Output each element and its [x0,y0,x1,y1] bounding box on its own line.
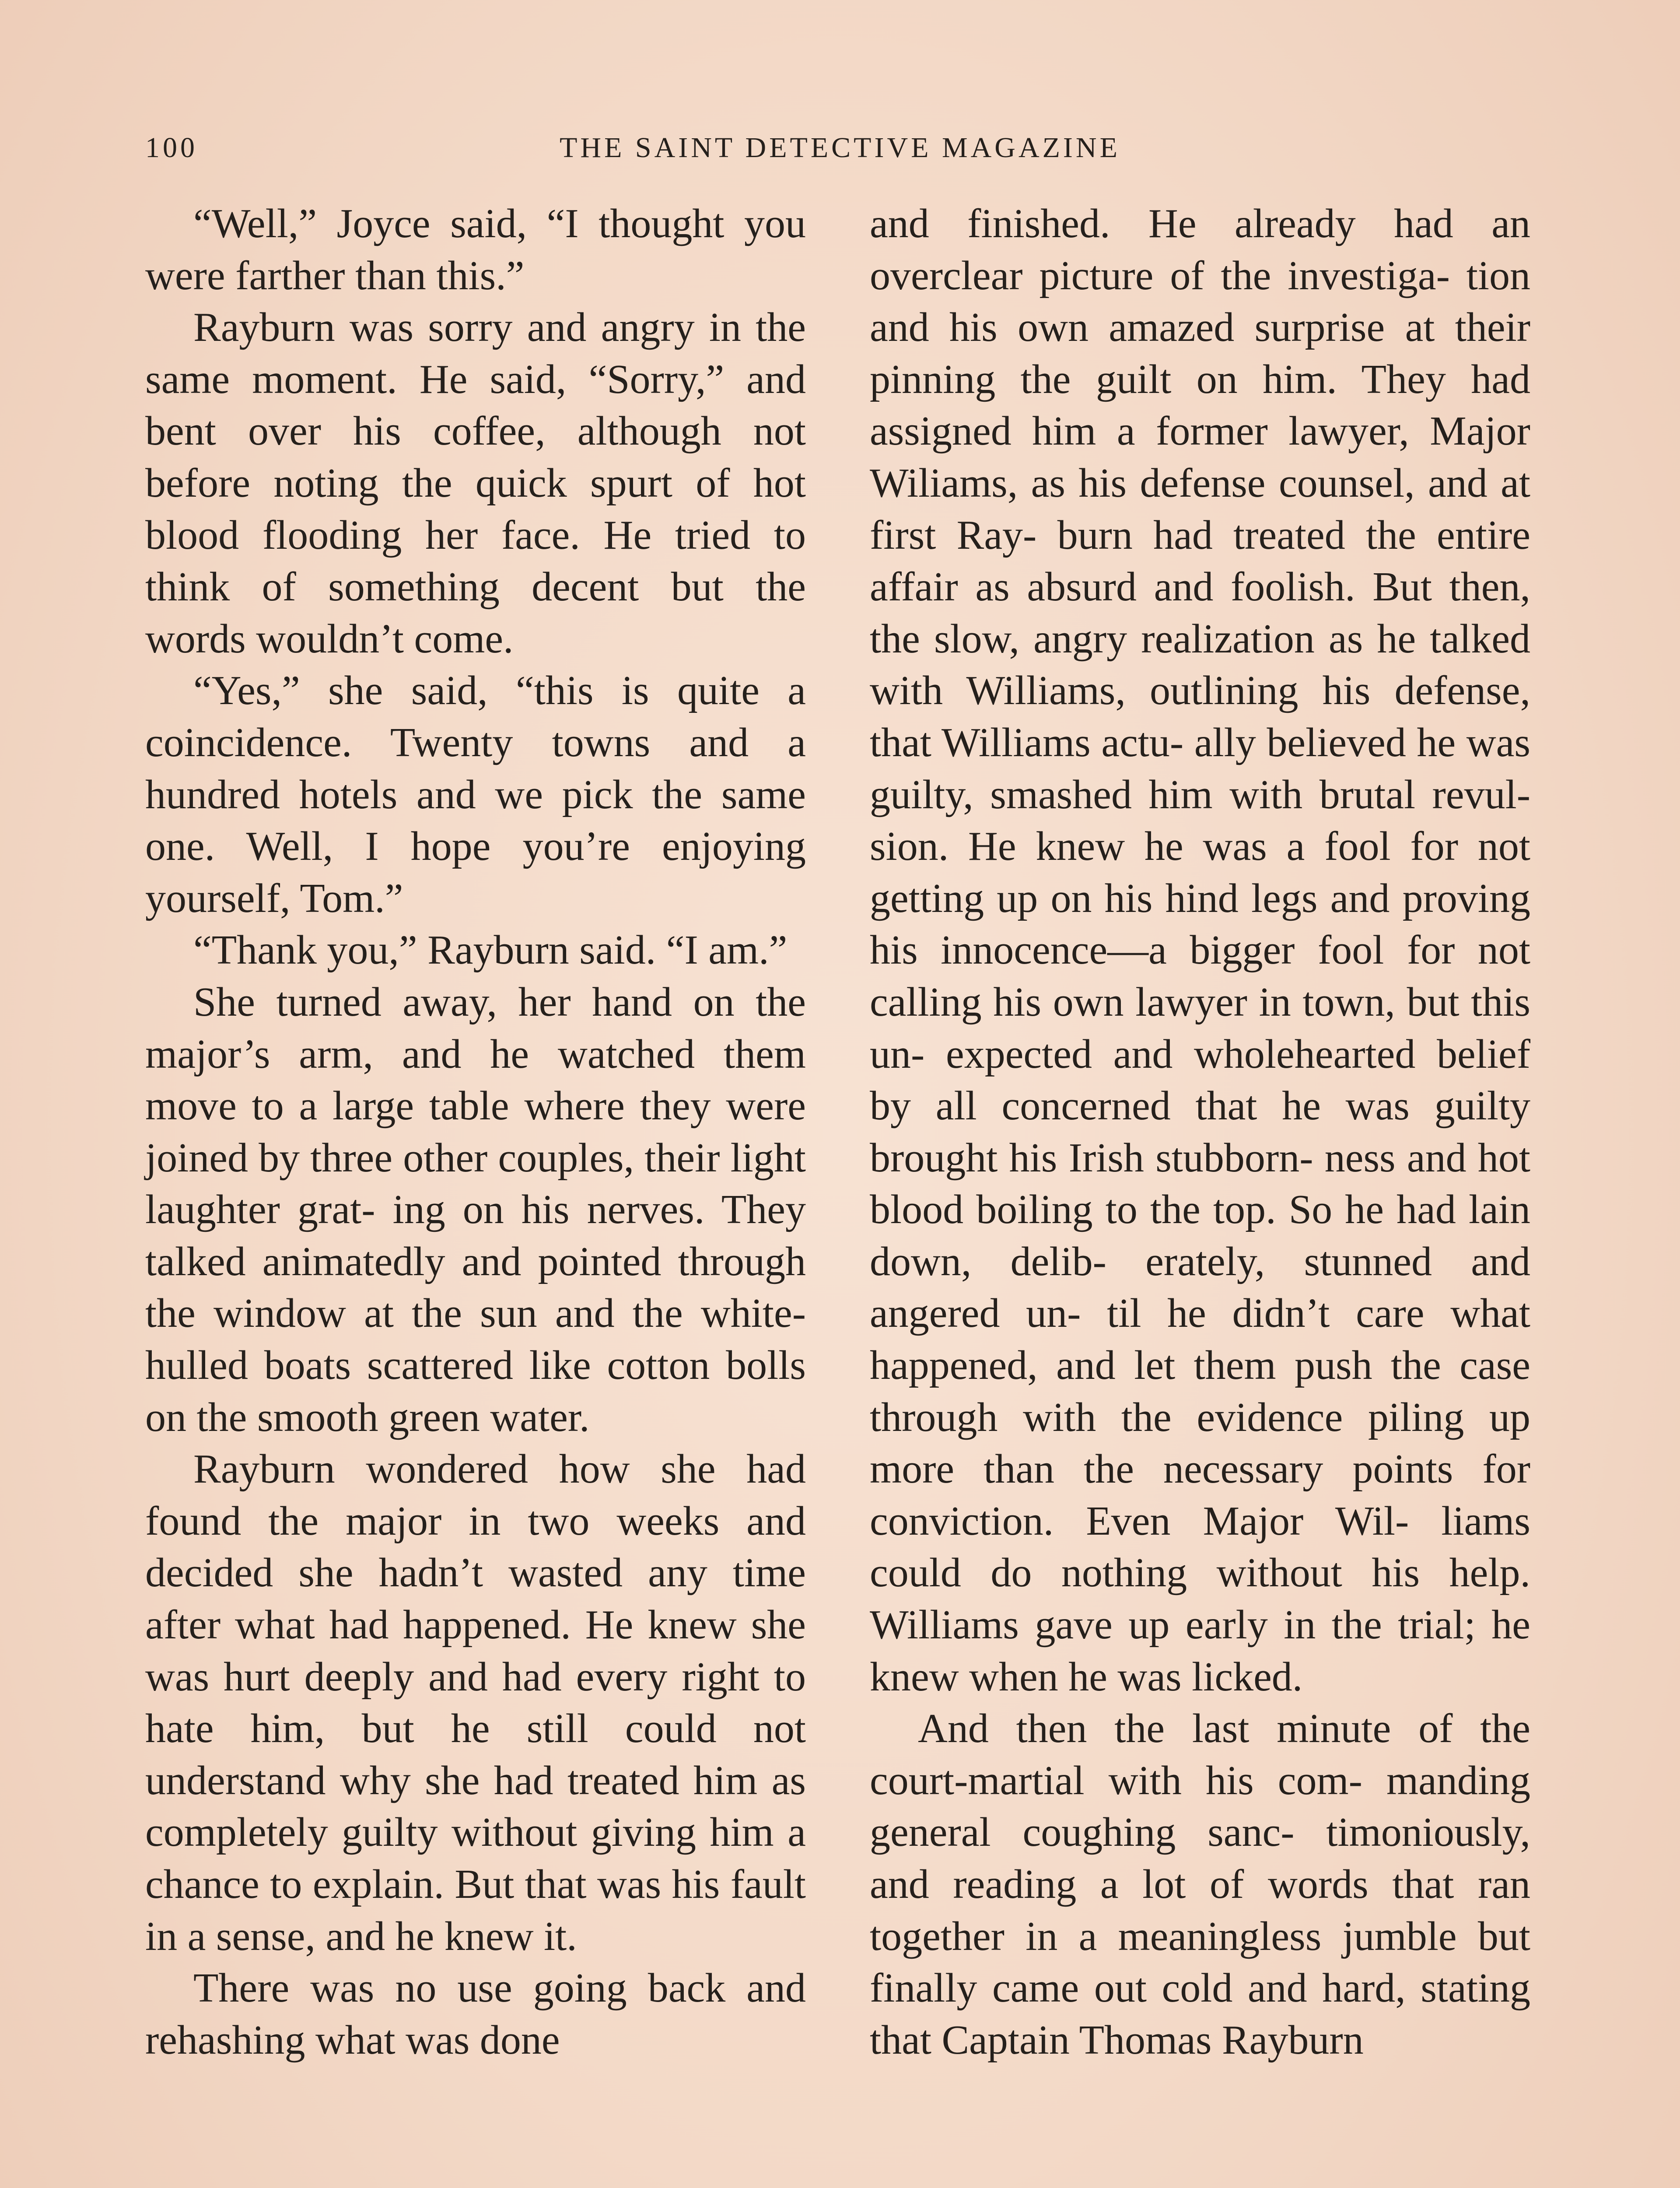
paragraph: Rayburn was sorry and angry in the same moment. He said, “Sorry,” and bent over his coffee, although not before noting the quick spurt of hot blood flooding her face. He tried to think of something decent but the words wouldn’t come. [145,305,806,662]
right-column [870,198,1530,2066]
magazine-title: THE SAINT DETECTIVE MAGAZINE [560,132,1120,164]
paragraph: She turned away, her hand on the major’s arm, and he watched them move to a large table where they were joined by three other couples, their light laughter grat- ing on his nerves. They talked animatedly and pointed through the window at the sun and the white-hulled boats scattered like cotton bolls on the smooth green water. [145,979,806,1440]
paragraph: “Yes,” she said, “this is quite a coincidence. Twenty towns and a hundred hotels and we pick the same one. Well, I hope you’re enjoying yourself, Tom.” [145,668,806,921]
page-number: 100 [145,132,198,164]
paragraph: “Well,” Joyce said, “I thought you were farther than this.” [145,201,806,298]
paragraph: “Thank you,” Rayburn said. “I am.” [193,927,788,973]
paragraph: And then the last minute of the court-martial with his com- manding general coughing sanc- timoniously, and reading a lot of words that ran together in a meaningless jumble but finally came out cold and hard, stating that Captain Thomas Rayburn [870,1706,1530,2063]
running-head [145,131,1535,175]
paragraph: Rayburn wondered how she had found the major in two weeks and decided she hadn’t wasted any time after what had happened. He knew she was hurt deeply and had every right to hate him, but he still could not understand why she had treated him as completely guilty without giving him a chance to explain. But that was his fault in a sense, and he knew it. [145,1446,806,1959]
left-column [145,198,806,2066]
paragraph: There was no use going back and rehashing what was done [145,1965,806,2063]
paragraph-continued: and finished. He already had an overclear picture of the investiga- tion and his own amazed surprise at their pinning the guilt on him. They had assigned him a former lawyer, Major Wiliams, as his defense counsel, and at first Ray- burn had treated the entire affair as absurd and foolish. But then, the slow, angry realization as he talked with Williams, outlining his defense, that Williams actu- ally believed he was guilty, smashed him with brutal revul- sion. He knew he was a fool for not getting up on his hind legs and proving his innocence—a bigger fool for not calling his own lawyer in town, but this un- expected and wholehearted belief by all concerned that he was guilty brought his Irish stubborn- ness and hot blood boiling to the top. So he had lain down, delib- erately, stunned and angered un- til he didn’t care what happened, and let them push the case through with the evidence piling up more than the necessary points for conviction. Even Major Wil- liams could do nothing without his help. Williams gave up early in the trial; he knew when he was licked. [870,201,1530,1700]
